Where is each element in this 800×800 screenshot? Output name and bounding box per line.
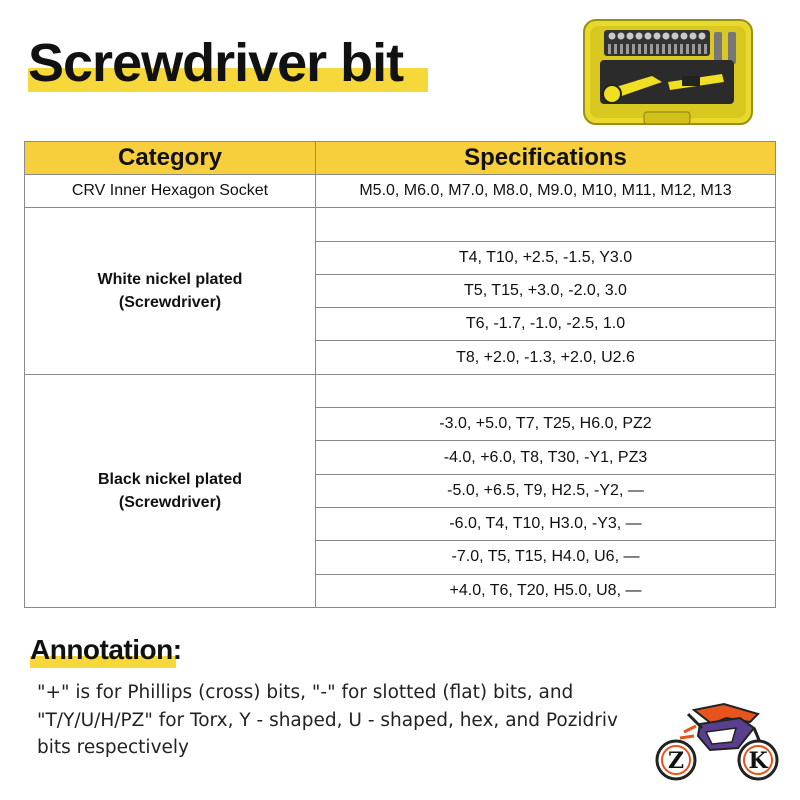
annotation-text: "+" is for Phillips (cross) bits, "-" for slotted (flat) bits, and "T/Y/U/H/PZ" for Torx, Y - shaped, U - shaped, hex, and Pozidriv bits respectively bbox=[37, 682, 618, 758]
page-title: Screwdriver bit bbox=[28, 33, 404, 93]
logo-letter-right: K bbox=[748, 748, 768, 774]
header-category: Category bbox=[25, 142, 316, 175]
spec-cell bbox=[316, 374, 776, 407]
spec-cell: -6.0, T4, T10, H3.0, -Y3, — bbox=[316, 507, 776, 540]
category-label: White nickel plated bbox=[97, 271, 243, 289]
header-specifications: Specifications bbox=[316, 142, 776, 175]
spec-cell: T5, T15, +3.0, -2.0, 3.0 bbox=[316, 274, 776, 307]
spec-cell: -7.0, T5, T15, H4.0, U6, — bbox=[316, 541, 776, 574]
page-title-block bbox=[28, 28, 403, 98]
table-header-row bbox=[25, 142, 776, 175]
category-cell bbox=[25, 208, 316, 374]
spec-cell: T4, T10, +2.5, -1.5, Y3.0 bbox=[316, 241, 776, 274]
category-label: Black nickel plated bbox=[97, 470, 243, 488]
spec-cell: T6, -1.7, -1.0, -2.5, 1.0 bbox=[316, 308, 776, 341]
table-row bbox=[25, 175, 776, 208]
spec-cell bbox=[316, 208, 776, 241]
spec-cell: +4.0, T6, T20, H5.0, U8, — bbox=[316, 574, 776, 607]
table-row bbox=[25, 374, 776, 407]
motorcycle-logo bbox=[654, 688, 780, 788]
annotation-title: Annotation: bbox=[30, 634, 182, 665]
category-sublabel: (Screwdriver) bbox=[118, 493, 222, 511]
table-row bbox=[25, 208, 776, 241]
category-cell: CRV Inner Hexagon Socket bbox=[25, 175, 316, 208]
category-sublabel: (Screwdriver) bbox=[118, 294, 222, 312]
spec-cell: -3.0, +5.0, T7, T25, H6.0, PZ2 bbox=[316, 408, 776, 441]
spec-table bbox=[24, 141, 776, 608]
toolkit-case-image bbox=[582, 16, 754, 128]
spec-cell: M5.0, M6.0, M7.0, M8.0, M9.0, M10, M11, M12, M13 bbox=[316, 175, 776, 208]
category-cell bbox=[25, 374, 316, 607]
logo-letter-left: Z bbox=[667, 748, 685, 774]
annotation-heading-block bbox=[30, 630, 182, 670]
spec-cell: -5.0, +6.5, T9, H2.5, -Y2, — bbox=[316, 474, 776, 507]
spec-cell: T8, +2.0, -1.3, +2.0, U2.6 bbox=[316, 341, 776, 374]
spec-cell: -4.0, +6.0, T8, T30, -Y1, PZ3 bbox=[316, 441, 776, 474]
